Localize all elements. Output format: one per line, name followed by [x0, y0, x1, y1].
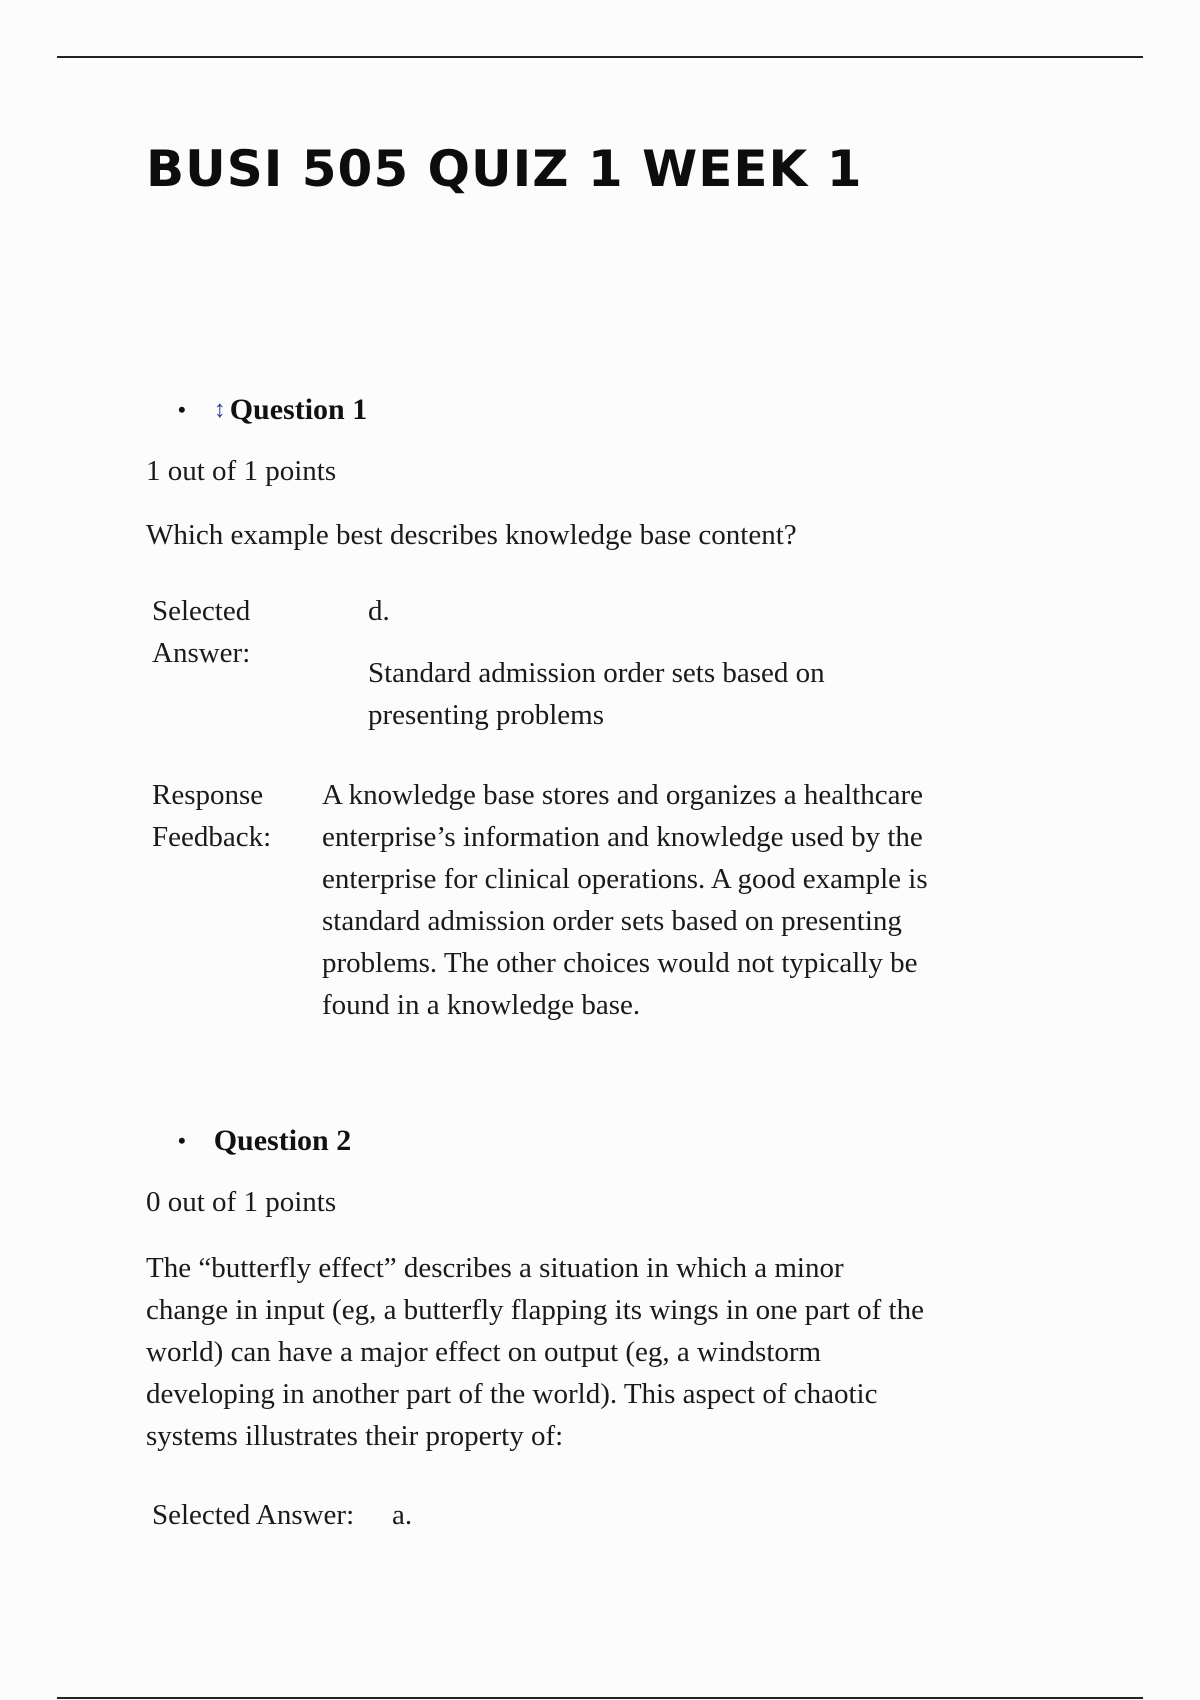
question-2-answer-letter: a. [392, 1499, 413, 1531]
question-1-heading [178, 393, 367, 427]
question-1-answer-letter: d. [368, 595, 390, 627]
question-2-label: Question 2 [213, 1124, 352, 1157]
bullet-icon: • [178, 397, 186, 422]
bottom-rule [57, 1697, 1143, 1699]
question-1-answer-text: Standard admission order sets based on presenting problems [368, 657, 825, 731]
question-1-selected-answer-label: Selected Answer: [152, 595, 251, 669]
question-1-label: Question 1 [229, 393, 368, 426]
question-2-selected-answer-label: Selected Answer: [152, 1499, 355, 1531]
question-2-points: 0 out of 1 points [146, 1186, 337, 1218]
page-title: BUSI 505 QUIZ 1 WEEK 1 [146, 140, 863, 198]
reorder-arrow-icon[interactable]: ↕ [213, 396, 226, 423]
question-2-prompt: The “butterfly effect” describes a situation in which a minor change in input (eg, a butterfly flapping its wings in one part of the world) can have a major effect on output (eg, a windstorm developing in another part of the world). This aspect of chaotic systems illustrates their property of: [146, 1252, 924, 1452]
question-2-heading [178, 1124, 351, 1158]
question-1-points: 1 out of 1 points [146, 455, 337, 487]
top-rule [57, 56, 1143, 58]
question-1-feedback-text: A knowledge base stores and organizes a healthcare enterprise’s information and knowledge used by the enterprise for clinical operations. A good example is standard admission order sets based on presenting problems. The other choices would not typically be found in a knowledge base. [322, 779, 928, 1021]
bullet-icon: • [178, 1128, 186, 1153]
question-1-prompt: Which example best describes knowledge base content? [146, 519, 797, 551]
question-1-feedback-label: Response Feedback: [152, 779, 272, 853]
